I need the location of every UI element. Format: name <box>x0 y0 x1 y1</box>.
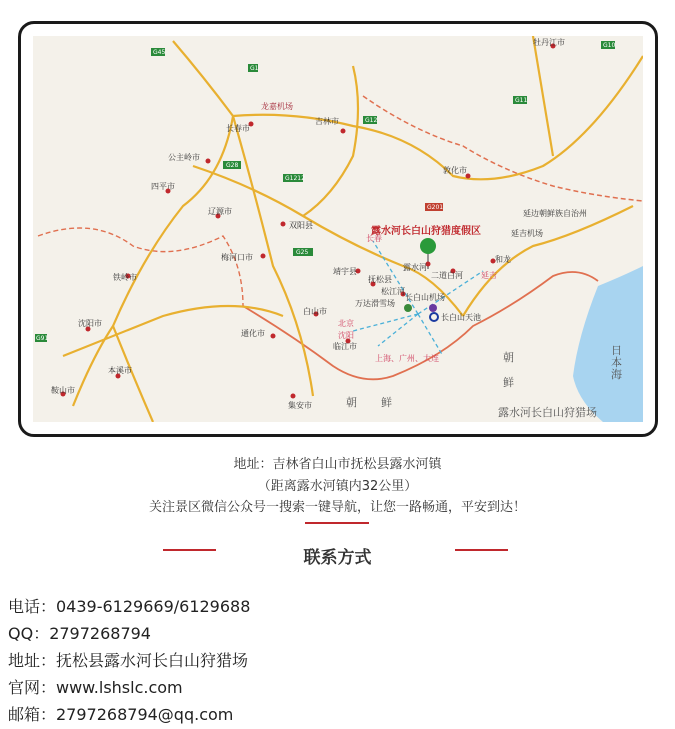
highway-label: G28 <box>226 162 239 169</box>
map-city-label: 四平市 <box>151 182 175 191</box>
sea-area <box>573 266 643 422</box>
map-city-label: 抚松县 <box>368 275 392 284</box>
map-city-label: 梅河口市 <box>221 253 253 262</box>
map-city-label: 长白山机场 <box>405 293 445 302</box>
route-label: 北京 <box>338 319 354 328</box>
map-city-label: 延吉机场 <box>511 229 543 238</box>
map-city-label: 露水河 <box>403 263 427 272</box>
map-watermark: 露水河长白山狩猎场 <box>498 406 597 419</box>
highway-label: G1212 <box>285 175 305 182</box>
airport-marker <box>429 304 437 312</box>
map-city-label: 通化市 <box>241 329 265 338</box>
contact-address: 地址：抚松县露水河长白山狩猎场 <box>8 651 249 670</box>
sea-label: 本 <box>611 356 622 369</box>
map-city-label: 敦化市 <box>443 166 467 175</box>
map-city-label: 延边朝鲜族自治州 <box>523 209 587 218</box>
ski-marker <box>404 304 412 312</box>
map-city-label: 牡丹江市 <box>533 38 565 47</box>
route-label: 长春 <box>366 234 382 243</box>
map-city-label: 白山市 <box>303 307 327 316</box>
map-city-label: 龙嘉机场 <box>261 102 293 111</box>
highway-label: G91 <box>36 335 49 342</box>
map-city-label: 沈阳市 <box>78 319 102 328</box>
map-city-label: 双阳县 <box>289 221 313 230</box>
sea-label: 日 <box>611 344 622 357</box>
highway-label: G11 <box>515 97 528 104</box>
contact-phone: 电话：0439-6129669/6129688 <box>8 597 251 616</box>
map-city-label: 公主岭市 <box>168 153 200 162</box>
route-label: 延吉 <box>481 271 497 280</box>
region-label: 朝 <box>346 396 357 409</box>
map-city-label: 和龙 <box>495 255 511 264</box>
region-label: 朝 <box>503 351 514 364</box>
map-city-label: 临江市 <box>333 342 357 351</box>
map-city-label: 本溪市 <box>108 366 132 375</box>
address-line-3: 关注景区微信公众号一搜索一键导航，让您一路畅通，平安到达！ <box>148 500 526 515</box>
divider-top <box>305 522 369 524</box>
map-title: 露水河长白山狩猎度假区 <box>371 226 481 237</box>
highway-label: G1 <box>250 65 259 72</box>
contact-title: 联系方式 <box>303 548 372 568</box>
region-label: 鲜 <box>503 376 514 389</box>
highway-network <box>63 36 643 422</box>
highway-label: G10 <box>603 42 616 49</box>
sea-label: 海 <box>611 368 622 381</box>
route-label: 上海、广州、大连 <box>375 354 439 363</box>
map-city-label: 万达滑雪场 <box>355 299 395 308</box>
highway-label: G25 <box>296 249 309 256</box>
map-city-label: 长白山天池 <box>441 313 481 322</box>
contact-qq: QQ：2797268794 <box>8 624 151 643</box>
map-city-label: 辽源市 <box>208 207 232 216</box>
map-city-label: 吉林市 <box>315 117 339 126</box>
map-city-label: 长春市 <box>226 124 250 133</box>
map-city-label: 松江河 <box>381 287 405 296</box>
map-city-label: 靖宇县 <box>333 267 357 276</box>
address-line-1: 地址：吉林省白山市抚松县露水河镇 <box>233 457 442 472</box>
map-city-label: 二道白河 <box>431 271 463 280</box>
highway-labels <box>35 41 615 342</box>
region-label: 鲜 <box>381 396 392 409</box>
highway-label: G201 <box>427 204 444 211</box>
route-label: 沈阳 <box>338 331 354 340</box>
map-frame <box>18 21 658 437</box>
tianchi-marker <box>430 313 438 321</box>
province-border-west <box>38 228 243 306</box>
province-border <box>363 96 643 201</box>
highway-label: G12 <box>365 117 378 124</box>
address-line-2: （距离露水河镇内32公里） <box>257 479 418 494</box>
map-city-label: 集安市 <box>288 401 312 410</box>
location-map <box>33 36 643 422</box>
contact-website[interactable]: 官网：www.lshslc.com <box>8 678 183 697</box>
highway-label: G45 <box>153 49 166 56</box>
map-city-label: 鞍山市 <box>51 386 75 395</box>
map-graphic <box>33 36 643 422</box>
map-city-label: 铁岭市 <box>113 273 137 282</box>
contact-email[interactable]: 邮箱：2797268794@qq.com <box>8 705 234 724</box>
